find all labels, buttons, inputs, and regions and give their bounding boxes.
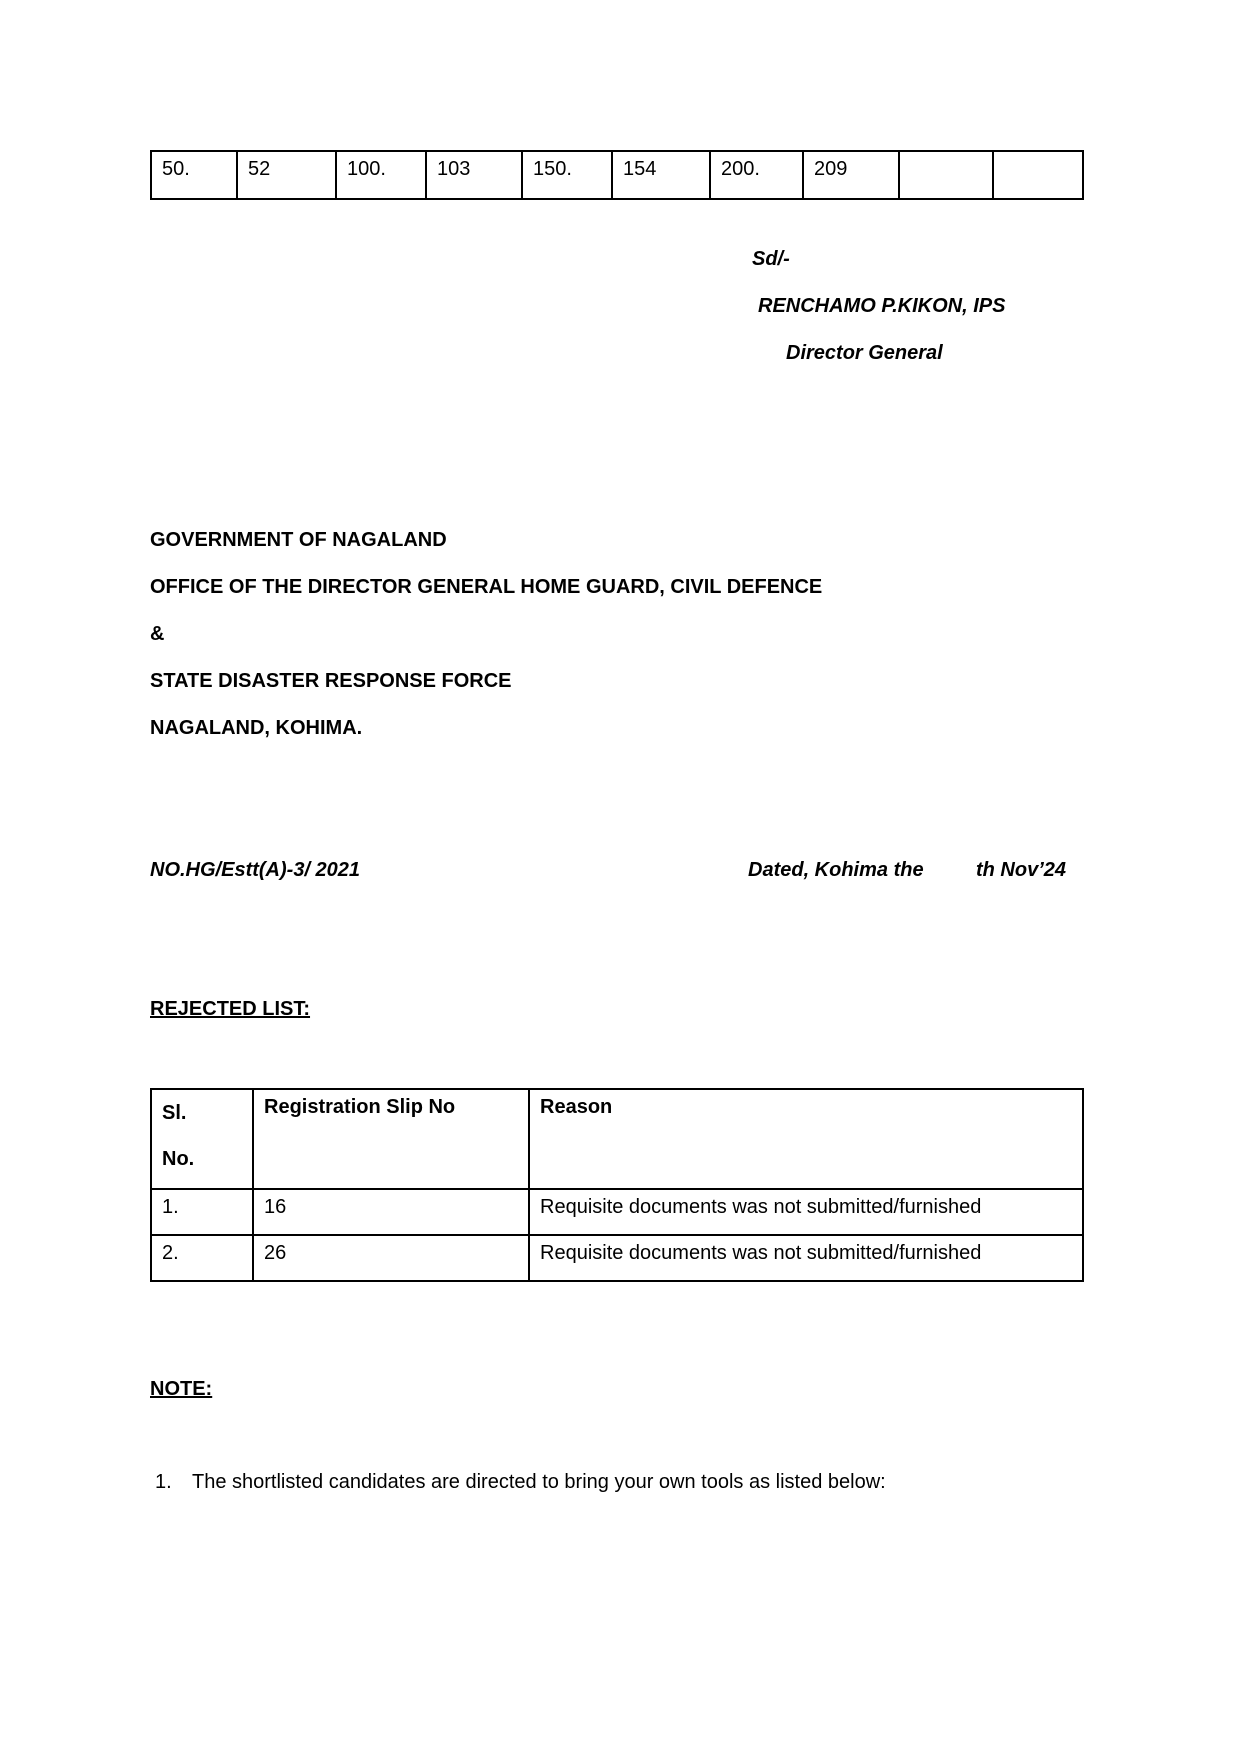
- signatory-name: RENCHAMO P.KIKON, IPS: [758, 295, 1006, 317]
- cell-reason: Requisite documents was not submitted/furnished: [529, 1189, 1083, 1235]
- table-row: [151, 1189, 1083, 1235]
- dated-label: Dated, Kohima the: [748, 859, 924, 881]
- table-cell: [993, 151, 1083, 199]
- table-cell: 52: [237, 151, 336, 199]
- top-number-table: [150, 150, 1084, 200]
- rejected-list-heading: REJECTED LIST:: [150, 998, 311, 1020]
- cell-registration-slip: 16: [253, 1189, 529, 1235]
- table-row: [151, 151, 1083, 199]
- header-line-sdrf: STATE DISASTER RESPONSE FORCE: [150, 670, 512, 692]
- header-line-ampersand: &: [150, 623, 165, 645]
- table-header-row: [151, 1089, 1083, 1189]
- column-header-sl-line2: No.: [162, 1148, 195, 1170]
- signatory-designation: Director General: [786, 342, 943, 364]
- note-heading: NOTE:: [150, 1378, 213, 1400]
- column-header-reason: Reason: [529, 1089, 1083, 1189]
- note-item-text: The shortlisted candidates are directed to bring your own tools as listed below:: [192, 1471, 886, 1493]
- table-cell: 103: [426, 151, 522, 199]
- table-cell: 150.: [522, 151, 612, 199]
- date-suffix: th Nov’24: [976, 859, 1067, 881]
- table-cell: 209: [803, 151, 899, 199]
- table-cell: 200.: [710, 151, 803, 199]
- header-line-government: GOVERNMENT OF NAGALAND: [150, 529, 447, 551]
- signature-sd: Sd/-: [752, 248, 790, 270]
- column-header-sl-line1: Sl.: [162, 1102, 187, 1124]
- column-header-sl-no: [151, 1089, 253, 1189]
- table-cell: 154: [612, 151, 710, 199]
- rejected-list-table: [150, 1088, 1084, 1282]
- cell-registration-slip: 26: [253, 1235, 529, 1281]
- cell-sl-no: 2.: [151, 1235, 253, 1281]
- table-cell: 50.: [151, 151, 237, 199]
- table-row: [151, 1235, 1083, 1281]
- header-line-office: OFFICE OF THE DIRECTOR GENERAL HOME GUARD, CIVIL DEFENCE: [150, 576, 823, 598]
- header-line-location: NAGALAND, KOHIMA.: [150, 717, 363, 739]
- note-item-number: 1.: [155, 1471, 172, 1493]
- table-cell: 100.: [336, 151, 426, 199]
- column-header-registration-slip: Registration Slip No: [253, 1089, 529, 1189]
- cell-reason: Requisite documents was not submitted/furnished: [529, 1235, 1083, 1281]
- cell-sl-no: 1.: [151, 1189, 253, 1235]
- table-cell: [899, 151, 993, 199]
- reference-number: NO.HG/Estt(A)-3/ 2021: [150, 859, 361, 881]
